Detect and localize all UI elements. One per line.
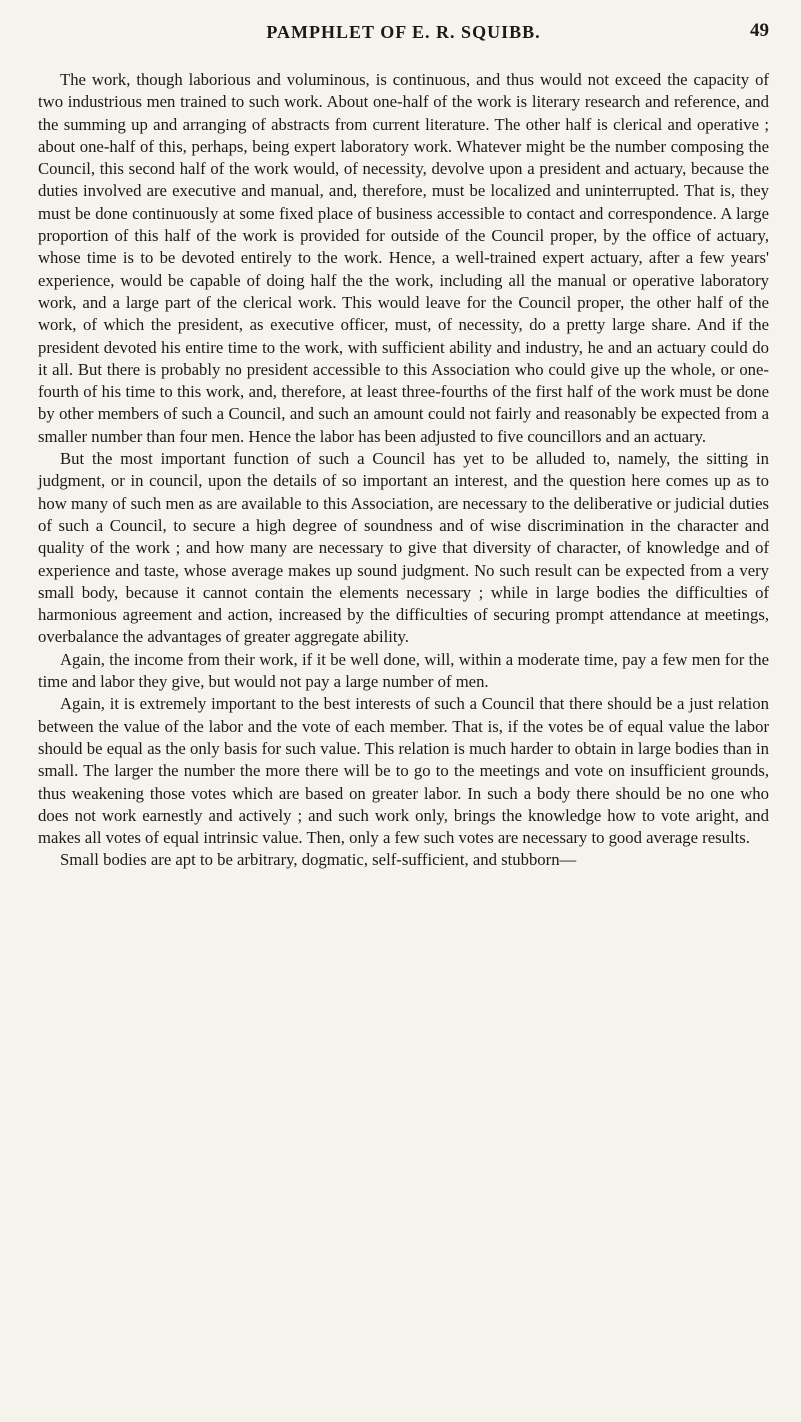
running-title: PAMPHLET OF E. R. SQUIBB. bbox=[266, 22, 541, 42]
paragraph-1: The work, though laborious and voluminous, is continuous, and thus would not exceed the capacity of two industrious men trained to such work. About one-half of the work is literary research and reference, and the summing up and arranging of abstracts from current literature. The other half is clerical and operative ; about one-half of this, perhaps, being expert laboratory work. Whatever might be the number composing the Council, this second half of the work would, of necessity, devolve upon a president and actuary, because the duties involved are executive and manual, and, therefore, must be localized and uninterrupted. That is, they must be done continuously at some fixed place of business accessible to contact and correspondence. A large proportion of this half of the work is provided for outside of the Council proper, by the office of actuary, whose time is to be devoted entirely to the work. Hence, a well-trained expert actuary, after a few years' experience, would be capable of doing half the the work, including all the manual or operative laboratory work, and a large part of the clerical work. This would leave for the Council proper, the other half of the work, of which the president, as executive officer, must, of necessity, do a pretty large share. And if the president devoted his entire time to the work, with sufficient ability and industry, he and an actuary could do it all. But there is probably no president accessible to this Association who could give up the whole, or one-fourth of his time to this work, and, therefore, at least three-fourths of the first half of the work must be done by other members of such a Council, and such an amount could not fairly and reasonably be expected from a smaller number than four men. Hence the labor has been adjusted to five councillors and an actuary. bbox=[38, 70, 769, 446]
body-text bbox=[38, 69, 769, 872]
page-number: 49 bbox=[750, 20, 769, 41]
paragraph-3: Again, the income from their work, if it be well done, will, within a moderate time, pay a few men for the time and labor they give, but would not pay a large number of men. bbox=[38, 649, 769, 692]
running-header bbox=[38, 0, 769, 57]
paragraph-4: Again, it is extremely important to the best interests of such a Council that there should be a just relation between the value of the labor and the vote of each member. That is, if the votes be of equal value the labor should be equal as the only basis for such value. This relation is much harder to obtain in large bodies than in small. The larger the number the more there will be to go to the meetings and vote on insufficient grounds, thus weakening those votes which are based on greater labor. In such a body there should be no one who does not work earnestly and actively ; and such work only, brings the knowledge how to vote aright, and makes all votes of equal intrinsic value. Then, only a few such votes are necessary to good average results. bbox=[38, 694, 769, 848]
paragraph-5: Small bodies are apt to be arbitrary, dogmatic, self-sufficient, and stubborn— bbox=[60, 850, 577, 870]
paragraph-2: But the most important function of such a Council has yet to be alluded to, namely, the sitting in judgment, or in council, upon the details of so important an interest, and the question here comes up as to how many of such men as are available to this Association, are necessary to the deliberative or judicial duties of such a Council, to secure a high degree of soundness and of wise discrimination in the character and quality of the work ; and how many are necessary to give that diversity of character, of knowledge and of experience and taste, whose average makes up sound judgment. No such result can be expected from a very small body, because it cannot contain the elements necessary ; while in large bodies the difficulties of harmonious agreement and action, increased by the difficulties of securing prompt attendance at meetings, overbalance the advantages of greater aggregate ability. bbox=[38, 449, 769, 647]
